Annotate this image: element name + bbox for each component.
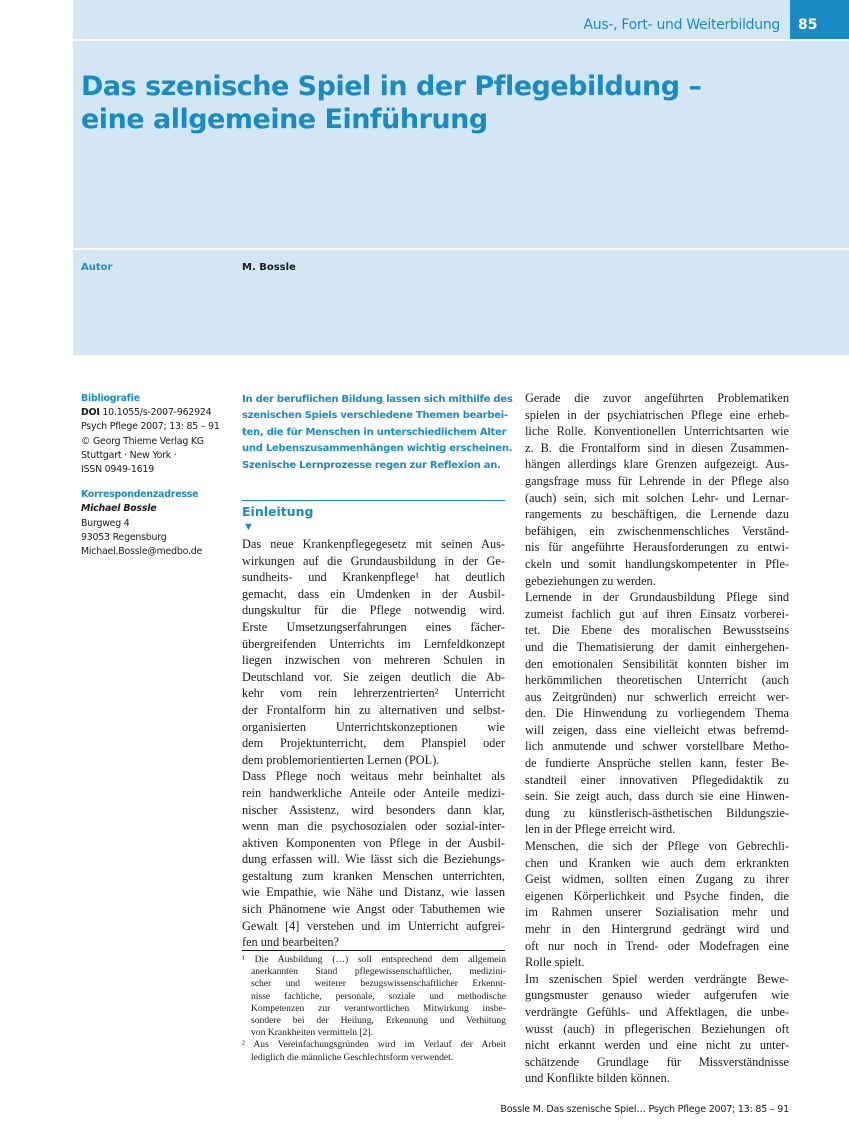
copyright: © Georg Thieme Verlag KG: [81, 435, 204, 447]
body-column-right: [525, 390, 789, 1087]
bibliography-heading: Bibliografie: [81, 393, 140, 404]
text-line: ckeln und somit handlungskompetenter in Pfle-: [525, 556, 789, 571]
text-line: Lernende in der Grundausbildung Pflege sind: [525, 590, 789, 605]
section-heading: Einleitung: [242, 504, 314, 519]
text-line: dem Projektunterricht, dem Planspiel oder: [242, 736, 505, 751]
footnote-rule: [242, 950, 505, 951]
text-line: mehr in den Hintergrund gedrängt wird und: [525, 922, 789, 936]
text-line: eigenen Körperlichkeit und Psyche finden, die: [525, 888, 789, 903]
text-line: verdrängte Gefühls- und Affektlagen, die unbe-: [525, 1004, 789, 1019]
footnote-line: sondere bei der Heilung, Erkennung und Verhütung: [251, 1014, 506, 1026]
text-line: übergreifenden Unterrichts im Lernfeldkonzept: [242, 636, 505, 651]
publisher-places: Stuttgart · New York ·: [81, 449, 177, 461]
text-line: nis für angeführte Herausforderungen zu entwi-: [525, 540, 789, 555]
correspondence-city: 93053 Regensburg: [81, 531, 167, 543]
text-line: gestaltung zum kranken Menschen unterrichten,: [242, 868, 505, 883]
text-line: will zeigen, dass eine vielleicht etwas befremd-: [525, 722, 789, 737]
text-line: len in der Pflege erreicht wird.: [525, 822, 676, 837]
running-footer: Bossle M. Das szenische Spiel… Psych Pflege 2007; 13: 85 – 91: [500, 1104, 789, 1115]
text-line: den emotionalen Sensibilität konnten bisher im: [525, 656, 789, 671]
text-line: wusst (auch) in pflegerischen Beziehungen oft: [525, 1021, 789, 1036]
article-title: [81, 70, 781, 136]
text-line: aus Zeitgründen) nur schwerlich erreicht wer-: [525, 689, 789, 704]
text-line: herkömmlichen theoretischen Unterricht (auch: [525, 673, 789, 688]
correspondence-heading: Korrespondenzadresse: [81, 489, 199, 501]
title-line-2: eine allgemeine Einführung: [81, 104, 488, 135]
footnote-line: lediglich die männliche Geschlechtsform verwendet.: [251, 1051, 454, 1063]
text-line: zumeist fachlich gut auf ihren Einsatz vorberei-: [525, 606, 789, 621]
abstract: [242, 392, 513, 474]
abstract-line: In der beruflichen Bildung lassen sich mithilfe des: [242, 394, 513, 405]
text-line: hängen allerdings klare Grenzen aufgezeigt. Aus-: [525, 457, 789, 472]
text-line: gungsmuster genauso wieder aufgerufen wie: [525, 988, 789, 1003]
correspondence-name: Michael Bossle: [81, 503, 157, 515]
doi-label: DOI: [81, 407, 100, 419]
footnote-line: scher und weiterer bezugswissenschaftlicher Erkennt-: [251, 978, 506, 990]
text-line: kehr vom rein lehrerzentrierten² Unterricht: [242, 686, 505, 701]
text-line: dungskultur für die Pflege notwendig wird.: [242, 603, 505, 618]
metadata-column: [81, 392, 231, 559]
correspondence-street: Burgweg 4: [81, 517, 130, 529]
page-number: 85: [798, 17, 818, 33]
text-line: Im szenischen Spiel werden verdrängte Bewe-: [525, 971, 789, 986]
author-name: M. Bossle: [242, 262, 296, 273]
text-line: gemacht, dass ein Umdenken in der Ausbil-: [242, 586, 505, 601]
text-line: wenn man die psychosozialen oder sozial-inter-: [242, 819, 505, 834]
citation: Psych Pflege 2007; 13: 85 – 91: [81, 421, 220, 433]
doi-value: 10.1055/s-2007-962924: [102, 407, 212, 419]
text-line: (auch) sein, sich mit solchen Lehr- und Lernar-: [525, 490, 789, 505]
text-line: liegen inzwischen von mehreren Schulen in: [242, 653, 505, 668]
text-line: Geist widmen, sollten einen Zugang zu ihrer: [525, 872, 789, 887]
text-line: befähigen, ein zwischenmenschliches Verständ-: [525, 523, 789, 538]
footnote-line: von Krankheiten vermitteln [2].: [251, 1027, 374, 1039]
text-line: nischer Assistenz, wird besonders dann klar,: [242, 802, 505, 817]
text-line: oft nur noch in Trend- oder Modefragen eine: [525, 938, 789, 953]
abstract-line: ten, die für Menschen in unterschiedlichem Alter: [242, 426, 507, 438]
text-line: Gerade die zuvor angeführten Problematiken: [525, 391, 789, 405]
text-line: Gewalt [4] verstehen und im Unterricht aufgrei-: [242, 918, 505, 933]
footnote-line: Kompetenzen zur verantwortlichen Mitwirkung insbe-: [251, 1002, 506, 1014]
text-line: gebeziehungen zu werden.: [525, 573, 656, 588]
header-band: [73, 0, 849, 355]
text-line: der Frontalform hin zu alternativen und selbst-: [242, 702, 505, 717]
correspondence-email[interactable]: Michael.Bossle@medbo.de: [81, 546, 203, 558]
text-line: tet. Die Ebene des moralischen Bewusstseins: [525, 623, 789, 638]
down-arrow-icon: ▼: [243, 521, 254, 533]
text-line: wirkungen auf die Grundausbildung in der Ge-: [242, 553, 505, 568]
abstract-line: Szenische Lernprozesse regen zur Reflexion an.: [242, 459, 501, 471]
text-line: rein handwerkliche Anteile oder Anteile medizi-: [242, 785, 505, 800]
footnote-line: ¹ Die Ausbildung (…) soll entsprechend dem allgemein: [242, 954, 506, 965]
text-line: schätzende Grundlage für Missverständnisse: [525, 1054, 789, 1069]
text-line: nicht erkannt werden und eine nicht zu unter-: [525, 1038, 789, 1053]
text-line: spielen in der psychiatrischen Pflege eine erheb-: [525, 407, 789, 422]
footnotes: [242, 954, 506, 1064]
text-line: de fundierte Ansprüche stellen kann, fester Be-: [525, 756, 789, 771]
text-line: z. B. die Frontalform sind in diesen Zusammen-: [525, 440, 789, 455]
header-divider: [73, 39, 849, 41]
text-line: Erste Umsetzungserfahrungen eines fächer-: [242, 619, 505, 634]
text-line: sundheits- und Krankenpflege¹ hat deutlich: [242, 570, 505, 585]
text-line: dung zu künstlerisch-ästhetischen Bildungszie-: [525, 805, 789, 820]
text-line: den. Die Hinwendung zu vorliegendem Thema: [525, 706, 789, 721]
text-line: Menschen, die sich der Pflege von Gebrechli-: [525, 839, 789, 854]
text-line: gangsfrage muss für Lehrende in der Pflege also: [525, 473, 789, 488]
text-line: rangements zu beschäftigen, die Lernende dazu: [525, 507, 789, 522]
text-line: Rolle spielt.: [525, 955, 585, 970]
text-line: chen und Kranken wie auch dem erkrankten: [525, 855, 789, 870]
abstract-line: szenischen Spiels verschiedene Themen bearbei-: [242, 410, 508, 422]
text-line: aktiven Komponenten von Pflege in der Ausbil-: [242, 835, 505, 850]
text-line: fen und bearbeiten?: [242, 935, 339, 950]
abstract-line: und Lebenszusammenhängen wichtig erscheinen.: [242, 443, 513, 455]
doi-line: [81, 406, 231, 420]
footnote-line: nisse fachliche, personale, soziale und methodische: [251, 990, 506, 1002]
text-line: Das neue Krankenpflegegesetz mit seinen Aus-: [242, 537, 505, 551]
text-line: im Rahmen unserer Sozialisation mehr und: [525, 905, 789, 920]
text-line: organisierten Unterrichtskonzeptionen wie: [242, 719, 505, 734]
text-line: und Konflikte bilden können.: [525, 1071, 670, 1086]
section-label: Aus-, Fort- und Weiterbildung: [583, 17, 780, 33]
text-line: dung erfassen will. Wie lässt sich die Beziehungs-: [242, 852, 505, 867]
text-line: dem problemorientierten Lernen (POL).: [242, 752, 440, 767]
author-label: Autor: [81, 262, 113, 273]
text-line: sein. Sie zeigt auch, dass durch sie eine Hinwen-: [525, 789, 789, 804]
text-line: lich anmutende und schwer vorstellbare Metho-: [525, 739, 789, 754]
title-line-1: Das szenische Spiel in der Pflegebildung –: [81, 71, 702, 102]
title-divider: [73, 248, 849, 250]
text-line: Dass Pflege noch weitaus mehr beinhaltet als: [242, 769, 505, 784]
text-line: wie Empathie, wie Nähe und Distanz, wie lassen: [242, 885, 505, 900]
footnote-line: ² Aus Vereinfachungsgründen wird im Verlauf der Arbeit: [242, 1039, 506, 1051]
section-rule: [242, 500, 505, 501]
text-line: und die Thematisierung der damit einhergehen-: [525, 639, 789, 654]
text-line: Deutschland vor. Sie zeigen deutlich die Ab-: [242, 669, 505, 684]
text-line: liche Rolle. Konventionellen Unterrichtsarten wie: [525, 424, 789, 439]
issn: ISSN 0949-1619: [81, 464, 154, 476]
text-line: sich Phänomene wie Angst oder Tabuthemen wie: [242, 902, 505, 917]
body-column-middle: [242, 536, 505, 951]
text-line: standteil einer innovativen Pflegedidaktik zu: [525, 772, 789, 787]
footnote-line: anerkannten Stand pflegewissenschaftlicher, medizini-: [251, 966, 506, 978]
